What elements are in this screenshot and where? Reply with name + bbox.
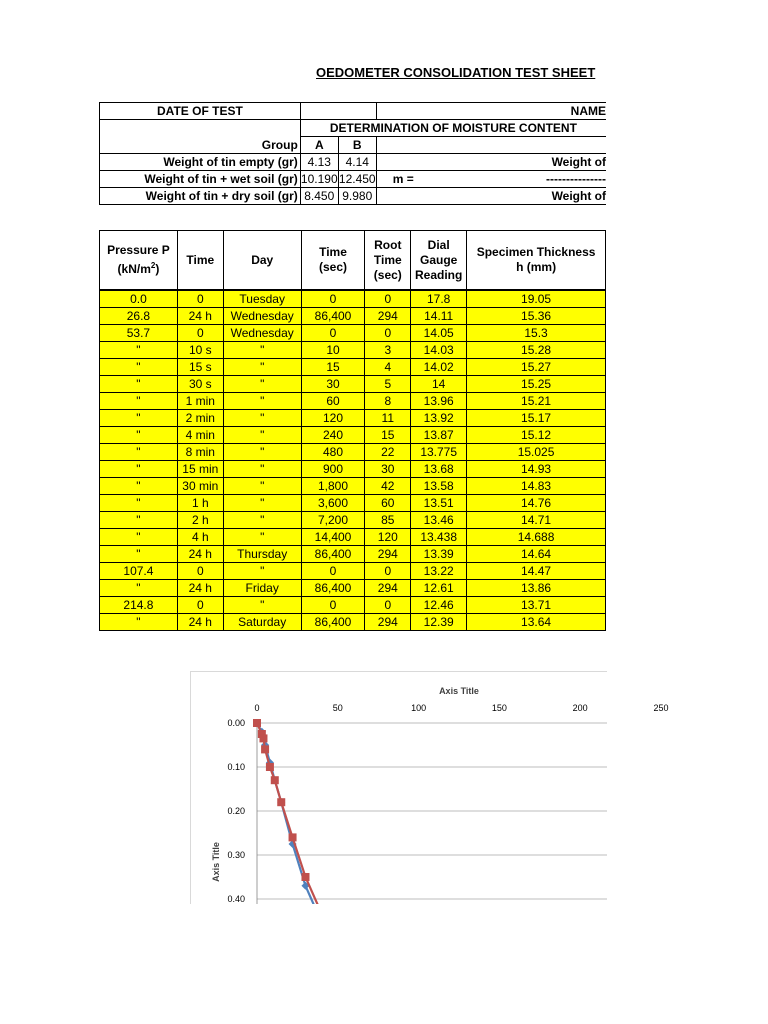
- chart-title: Axis Title: [439, 686, 479, 696]
- table-row: [100, 529, 606, 546]
- cell-day[interactable]: ": [223, 461, 301, 478]
- x-tick-label: 0: [254, 703, 260, 713]
- cell-pressure[interactable]: 0.0: [100, 290, 178, 308]
- cell-day[interactable]: ": [223, 342, 301, 359]
- consolidation-table: [99, 230, 606, 631]
- formula-numerator: Weight of: [376, 154, 606, 171]
- table-row: [100, 342, 606, 359]
- cell-thickness[interactable]: 15.21: [467, 393, 606, 410]
- cell-dial-reading[interactable]: 13.51: [411, 495, 467, 512]
- table-row: [100, 563, 606, 580]
- table-row: [100, 580, 606, 597]
- cell-dial-reading[interactable]: 13.775: [411, 444, 467, 461]
- series-2-point: [253, 719, 261, 727]
- cell-day[interactable]: Thursday: [223, 546, 301, 563]
- series-2-point: [277, 798, 285, 806]
- cell-pressure[interactable]: ": [100, 614, 178, 631]
- tin-empty-b[interactable]: 4.14: [338, 154, 376, 171]
- cell-time-sec[interactable]: 0: [301, 597, 365, 614]
- cell-time[interactable]: 10 s: [177, 342, 223, 359]
- cell-thickness[interactable]: 13.86: [467, 580, 606, 597]
- cell-time[interactable]: 0: [177, 597, 223, 614]
- y-tick-label: 0.40: [227, 894, 245, 904]
- cell-root-time[interactable]: 0: [365, 597, 411, 614]
- cell-time[interactable]: 24 h: [177, 546, 223, 563]
- cell-thickness[interactable]: 14.47: [467, 563, 606, 580]
- cell-root-time[interactable]: 8: [365, 393, 411, 410]
- cell-thickness[interactable]: 15.025: [467, 444, 606, 461]
- table-body: [100, 290, 606, 631]
- cell-day[interactable]: ": [223, 444, 301, 461]
- cell-dial-reading[interactable]: 13.22: [411, 563, 467, 580]
- cell-time[interactable]: 0: [177, 290, 223, 308]
- cell-root-time[interactable]: 3: [365, 342, 411, 359]
- cell-thickness[interactable]: 14.83: [467, 478, 606, 495]
- cell-time-sec[interactable]: 900: [301, 461, 365, 478]
- table-row: [100, 308, 606, 325]
- cell-day[interactable]: Saturday: [223, 614, 301, 631]
- moisture-heading: DETERMINATION OF MOISTURE CONTENT: [300, 120, 606, 137]
- tin-dry-label: Weight of tin + dry soil (gr): [100, 188, 301, 205]
- cell-root-time[interactable]: 60: [365, 495, 411, 512]
- cell-time[interactable]: 0: [177, 325, 223, 342]
- cell-dial-reading[interactable]: 13.92: [411, 410, 467, 427]
- cell-root-time[interactable]: 85: [365, 512, 411, 529]
- table-row: [100, 512, 606, 529]
- cell-pressure[interactable]: ": [100, 427, 178, 444]
- cell-time-sec[interactable]: 60: [301, 393, 365, 410]
- cell-time-sec[interactable]: 120: [301, 410, 365, 427]
- cell-thickness[interactable]: 15.27: [467, 359, 606, 376]
- cell-day[interactable]: ": [223, 359, 301, 376]
- cell-pressure[interactable]: ": [100, 461, 178, 478]
- cell-root-time[interactable]: 0: [365, 290, 411, 308]
- cell-time-sec[interactable]: 14,400: [301, 529, 365, 546]
- cell-pressure[interactable]: ": [100, 359, 178, 376]
- cell-time-sec[interactable]: 86,400: [301, 614, 365, 631]
- cell-day[interactable]: ": [223, 495, 301, 512]
- cell-root-time[interactable]: 11: [365, 410, 411, 427]
- cell-pressure[interactable]: ": [100, 512, 178, 529]
- cell-time[interactable]: 1 h: [177, 495, 223, 512]
- cell-root-time[interactable]: 0: [365, 325, 411, 342]
- cell-thickness[interactable]: 13.71: [467, 597, 606, 614]
- header-dial-2: Gauge: [419, 252, 458, 267]
- table-row: [100, 290, 606, 308]
- table-row: [100, 393, 606, 410]
- sheet-title: OEDOMETER CONSOLIDATION TEST SHEET: [316, 65, 596, 80]
- table-row: [100, 325, 606, 342]
- cell-dial-reading[interactable]: 13.39: [411, 546, 467, 563]
- cell-time-sec[interactable]: 15: [301, 359, 365, 376]
- header-root-1: Root: [374, 237, 402, 252]
- table-row: [100, 478, 606, 495]
- header-pressure: [100, 231, 178, 291]
- cell-time[interactable]: 30 s: [177, 376, 223, 393]
- cell-time-sec[interactable]: 0: [301, 563, 365, 580]
- cell-time-sec[interactable]: 7,200: [301, 512, 365, 529]
- cell-time[interactable]: 24 h: [177, 308, 223, 325]
- cell-time[interactable]: 24 h: [177, 580, 223, 597]
- cell-thickness[interactable]: 14.64: [467, 546, 606, 563]
- tin-dry-b[interactable]: 9.980: [338, 188, 376, 205]
- cell-root-time[interactable]: 15: [365, 427, 411, 444]
- cell-day[interactable]: Wednesday: [223, 325, 301, 342]
- cell-day[interactable]: ": [223, 410, 301, 427]
- header-pressure-label: Pressure P: [107, 243, 170, 257]
- cell-thickness[interactable]: 15.12: [467, 427, 606, 444]
- formula-cell: [376, 171, 606, 188]
- cell-root-time[interactable]: 30: [365, 461, 411, 478]
- cell-root-time[interactable]: 294: [365, 546, 411, 563]
- cell-thickness[interactable]: 14.71: [467, 512, 606, 529]
- table-row: [100, 410, 606, 427]
- cell-root-time[interactable]: 120: [365, 529, 411, 546]
- cell-root-time[interactable]: 5: [365, 376, 411, 393]
- cell-dial-reading[interactable]: 14.03: [411, 342, 467, 359]
- cell-time-sec[interactable]: 0: [301, 325, 365, 342]
- cell-time[interactable]: 4 min: [177, 427, 223, 444]
- header-time: Time: [177, 231, 223, 291]
- cell-dial-reading[interactable]: 17.8: [411, 290, 467, 308]
- cell-thickness[interactable]: 14.76: [467, 495, 606, 512]
- header-root-time: [365, 231, 411, 291]
- y-tick-label: 0.20: [227, 806, 245, 816]
- series-2-point: [266, 763, 274, 771]
- header-time-sec-2: (sec): [318, 260, 347, 274]
- cell-pressure[interactable]: ": [100, 342, 178, 359]
- series-2-point: [261, 745, 269, 753]
- cell-time[interactable]: 15 min: [177, 461, 223, 478]
- tin-dry-a[interactable]: 8.450: [300, 188, 338, 205]
- cell-day[interactable]: Friday: [223, 580, 301, 597]
- x-tick-label: 50: [332, 703, 343, 713]
- table-row: [100, 546, 606, 563]
- cell-dial-reading[interactable]: 13.68: [411, 461, 467, 478]
- group-label: Group: [100, 137, 301, 154]
- series-2-line: [257, 723, 354, 965]
- cell-pressure[interactable]: ": [100, 478, 178, 495]
- cell-day[interactable]: ": [223, 597, 301, 614]
- header-root-3: (sec): [373, 267, 402, 282]
- header-dial-1: Dial: [427, 237, 450, 252]
- cell-day[interactable]: ": [223, 427, 301, 444]
- cell-root-time[interactable]: 4: [365, 359, 411, 376]
- x-tick-label: 250: [653, 703, 669, 713]
- cell-thickness[interactable]: 15.36: [467, 308, 606, 325]
- header-dial-gauge: [411, 231, 467, 291]
- cell-dial-reading[interactable]: 12.39: [411, 614, 467, 631]
- x-tick-label: 200: [572, 703, 588, 713]
- cell-time[interactable]: 15 s: [177, 359, 223, 376]
- formula-line: ---------------: [546, 172, 606, 186]
- cell-pressure[interactable]: ": [100, 580, 178, 597]
- header-root-2: Time: [373, 252, 402, 267]
- series-2-point: [259, 734, 267, 742]
- cell-day[interactable]: ": [223, 478, 301, 495]
- header-time-sec: [301, 231, 365, 291]
- cell-root-time[interactable]: 22: [365, 444, 411, 461]
- cell-thickness[interactable]: 19.05: [467, 290, 606, 308]
- cell-root-time[interactable]: 0: [365, 563, 411, 580]
- cell-time-sec[interactable]: 480: [301, 444, 365, 461]
- cell-time-sec[interactable]: 86,400: [301, 308, 365, 325]
- cell-time-sec[interactable]: 0: [301, 290, 365, 308]
- cell-day[interactable]: ": [223, 393, 301, 410]
- date-of-test-value[interactable]: [300, 103, 376, 120]
- cell-time[interactable]: 2 min: [177, 410, 223, 427]
- table-row: [100, 495, 606, 512]
- table-row: [100, 614, 606, 631]
- cell-pressure[interactable]: 53.7: [100, 325, 178, 342]
- date-of-test-label: DATE OF TEST: [100, 103, 301, 120]
- cell-dial-reading[interactable]: 14: [411, 376, 467, 393]
- cell-pressure[interactable]: ": [100, 410, 178, 427]
- cell-time-sec[interactable]: 30: [301, 376, 365, 393]
- cell-dial-reading[interactable]: 13.438: [411, 529, 467, 546]
- name-label: NAME: [376, 103, 606, 120]
- consolidation-chart: [190, 671, 669, 904]
- cell-pressure[interactable]: ": [100, 376, 178, 393]
- cell-day[interactable]: Tuesday: [223, 290, 301, 308]
- cell-time-sec[interactable]: 86,400: [301, 580, 365, 597]
- blank-cell: [376, 137, 606, 154]
- header-thickness: [467, 231, 606, 291]
- formula-denominator: Weight of: [376, 188, 606, 205]
- cell-dial-reading[interactable]: 14.05: [411, 325, 467, 342]
- cell-day[interactable]: ": [223, 529, 301, 546]
- tin-wet-b[interactable]: 12.450: [338, 172, 376, 186]
- chart-svg: [191, 672, 669, 904]
- tin-empty-a[interactable]: 4.13: [300, 154, 338, 171]
- cell-time[interactable]: 2 h: [177, 512, 223, 529]
- cell-dial-reading[interactable]: 13.87: [411, 427, 467, 444]
- cell-pressure[interactable]: 107.4: [100, 563, 178, 580]
- cell-time[interactable]: 4 h: [177, 529, 223, 546]
- series-2-point: [289, 833, 297, 841]
- cell-dial-reading[interactable]: 12.61: [411, 580, 467, 597]
- table-row: [100, 444, 606, 461]
- cell-time[interactable]: 30 min: [177, 478, 223, 495]
- cell-root-time[interactable]: 294: [365, 580, 411, 597]
- cell-pressure[interactable]: ": [100, 529, 178, 546]
- cell-time[interactable]: 24 h: [177, 614, 223, 631]
- series-1-line: [257, 723, 354, 961]
- blank-cell: [100, 120, 301, 137]
- header-pressure-unit: (kN/m: [117, 262, 151, 276]
- table-row: [100, 359, 606, 376]
- y-tick-label: 0.10: [227, 762, 245, 772]
- cell-dial-reading[interactable]: 14.02: [411, 359, 467, 376]
- cell-time-sec[interactable]: 1,800: [301, 478, 365, 495]
- group-a: A: [300, 137, 338, 154]
- cell-thickness[interactable]: 15.3: [467, 325, 606, 342]
- cell-pressure[interactable]: 214.8: [100, 597, 178, 614]
- cell-pressure[interactable]: ": [100, 546, 178, 563]
- y-tick-label: 0.30: [227, 850, 245, 860]
- header-pressure-sup: 2: [150, 261, 156, 270]
- cell-root-time[interactable]: 294: [365, 614, 411, 631]
- cell-thickness[interactable]: 14.93: [467, 461, 606, 478]
- header-pressure-close: ): [155, 262, 160, 276]
- cell-time[interactable]: 0: [177, 563, 223, 580]
- series-2-point: [301, 873, 309, 881]
- y-tick-label: 0.00: [227, 718, 245, 728]
- header-thick-2: h (mm): [516, 260, 557, 274]
- header-dial-3: Reading: [414, 267, 463, 282]
- cell-time-sec[interactable]: 86,400: [301, 546, 365, 563]
- cell-time-sec[interactable]: 3,600: [301, 495, 365, 512]
- cell-dial-reading[interactable]: 12.46: [411, 597, 467, 614]
- cell-day[interactable]: ": [223, 512, 301, 529]
- cell-thickness[interactable]: 15.28: [467, 342, 606, 359]
- series-2-point: [271, 776, 279, 784]
- table-row: [100, 461, 606, 478]
- header-day: Day: [223, 231, 301, 291]
- cell-thickness[interactable]: 14.688: [467, 529, 606, 546]
- cell-thickness[interactable]: 15.25: [467, 376, 606, 393]
- cell-pressure[interactable]: ": [100, 393, 178, 410]
- cell-time-sec[interactable]: 10: [301, 342, 365, 359]
- tin-wet-a[interactable]: 10.190: [300, 172, 338, 186]
- group-b: B: [338, 137, 376, 154]
- cell-day[interactable]: Wednesday: [223, 308, 301, 325]
- table-row: [100, 376, 606, 393]
- y-axis-title: Axis Title: [211, 842, 221, 882]
- cell-time[interactable]: 1 min: [177, 393, 223, 410]
- cell-pressure[interactable]: ": [100, 444, 178, 461]
- cell-day[interactable]: ": [223, 563, 301, 580]
- cell-day[interactable]: ": [223, 376, 301, 393]
- table-row: [100, 427, 606, 444]
- cell-pressure[interactable]: ": [100, 495, 178, 512]
- cell-root-time[interactable]: 42: [365, 478, 411, 495]
- cell-thickness[interactable]: 15.17: [467, 410, 606, 427]
- header-time-sec-1: Time: [319, 245, 347, 259]
- cell-root-time[interactable]: 294: [365, 308, 411, 325]
- cell-dial-reading[interactable]: 14.11: [411, 308, 467, 325]
- tin-wet-label: Weight of tin + wet soil (gr): [100, 171, 301, 188]
- cell-dial-reading[interactable]: 13.96: [411, 393, 467, 410]
- cell-thickness[interactable]: 13.64: [467, 614, 606, 631]
- cell-dial-reading[interactable]: 13.46: [411, 512, 467, 529]
- x-tick-label: 150: [491, 703, 507, 713]
- table-row: [100, 597, 606, 614]
- cell-time-sec[interactable]: 240: [301, 427, 365, 444]
- cell-time[interactable]: 8 min: [177, 444, 223, 461]
- cell-dial-reading[interactable]: 13.58: [411, 478, 467, 495]
- m-equals: m =: [392, 172, 414, 186]
- x-tick-label: 100: [411, 703, 427, 713]
- moisture-table: [99, 102, 606, 205]
- tin-empty-label: Weight of tin empty (gr): [100, 154, 301, 171]
- cell-pressure[interactable]: 26.8: [100, 308, 178, 325]
- header-thick-1: Specimen Thickness: [476, 245, 596, 259]
